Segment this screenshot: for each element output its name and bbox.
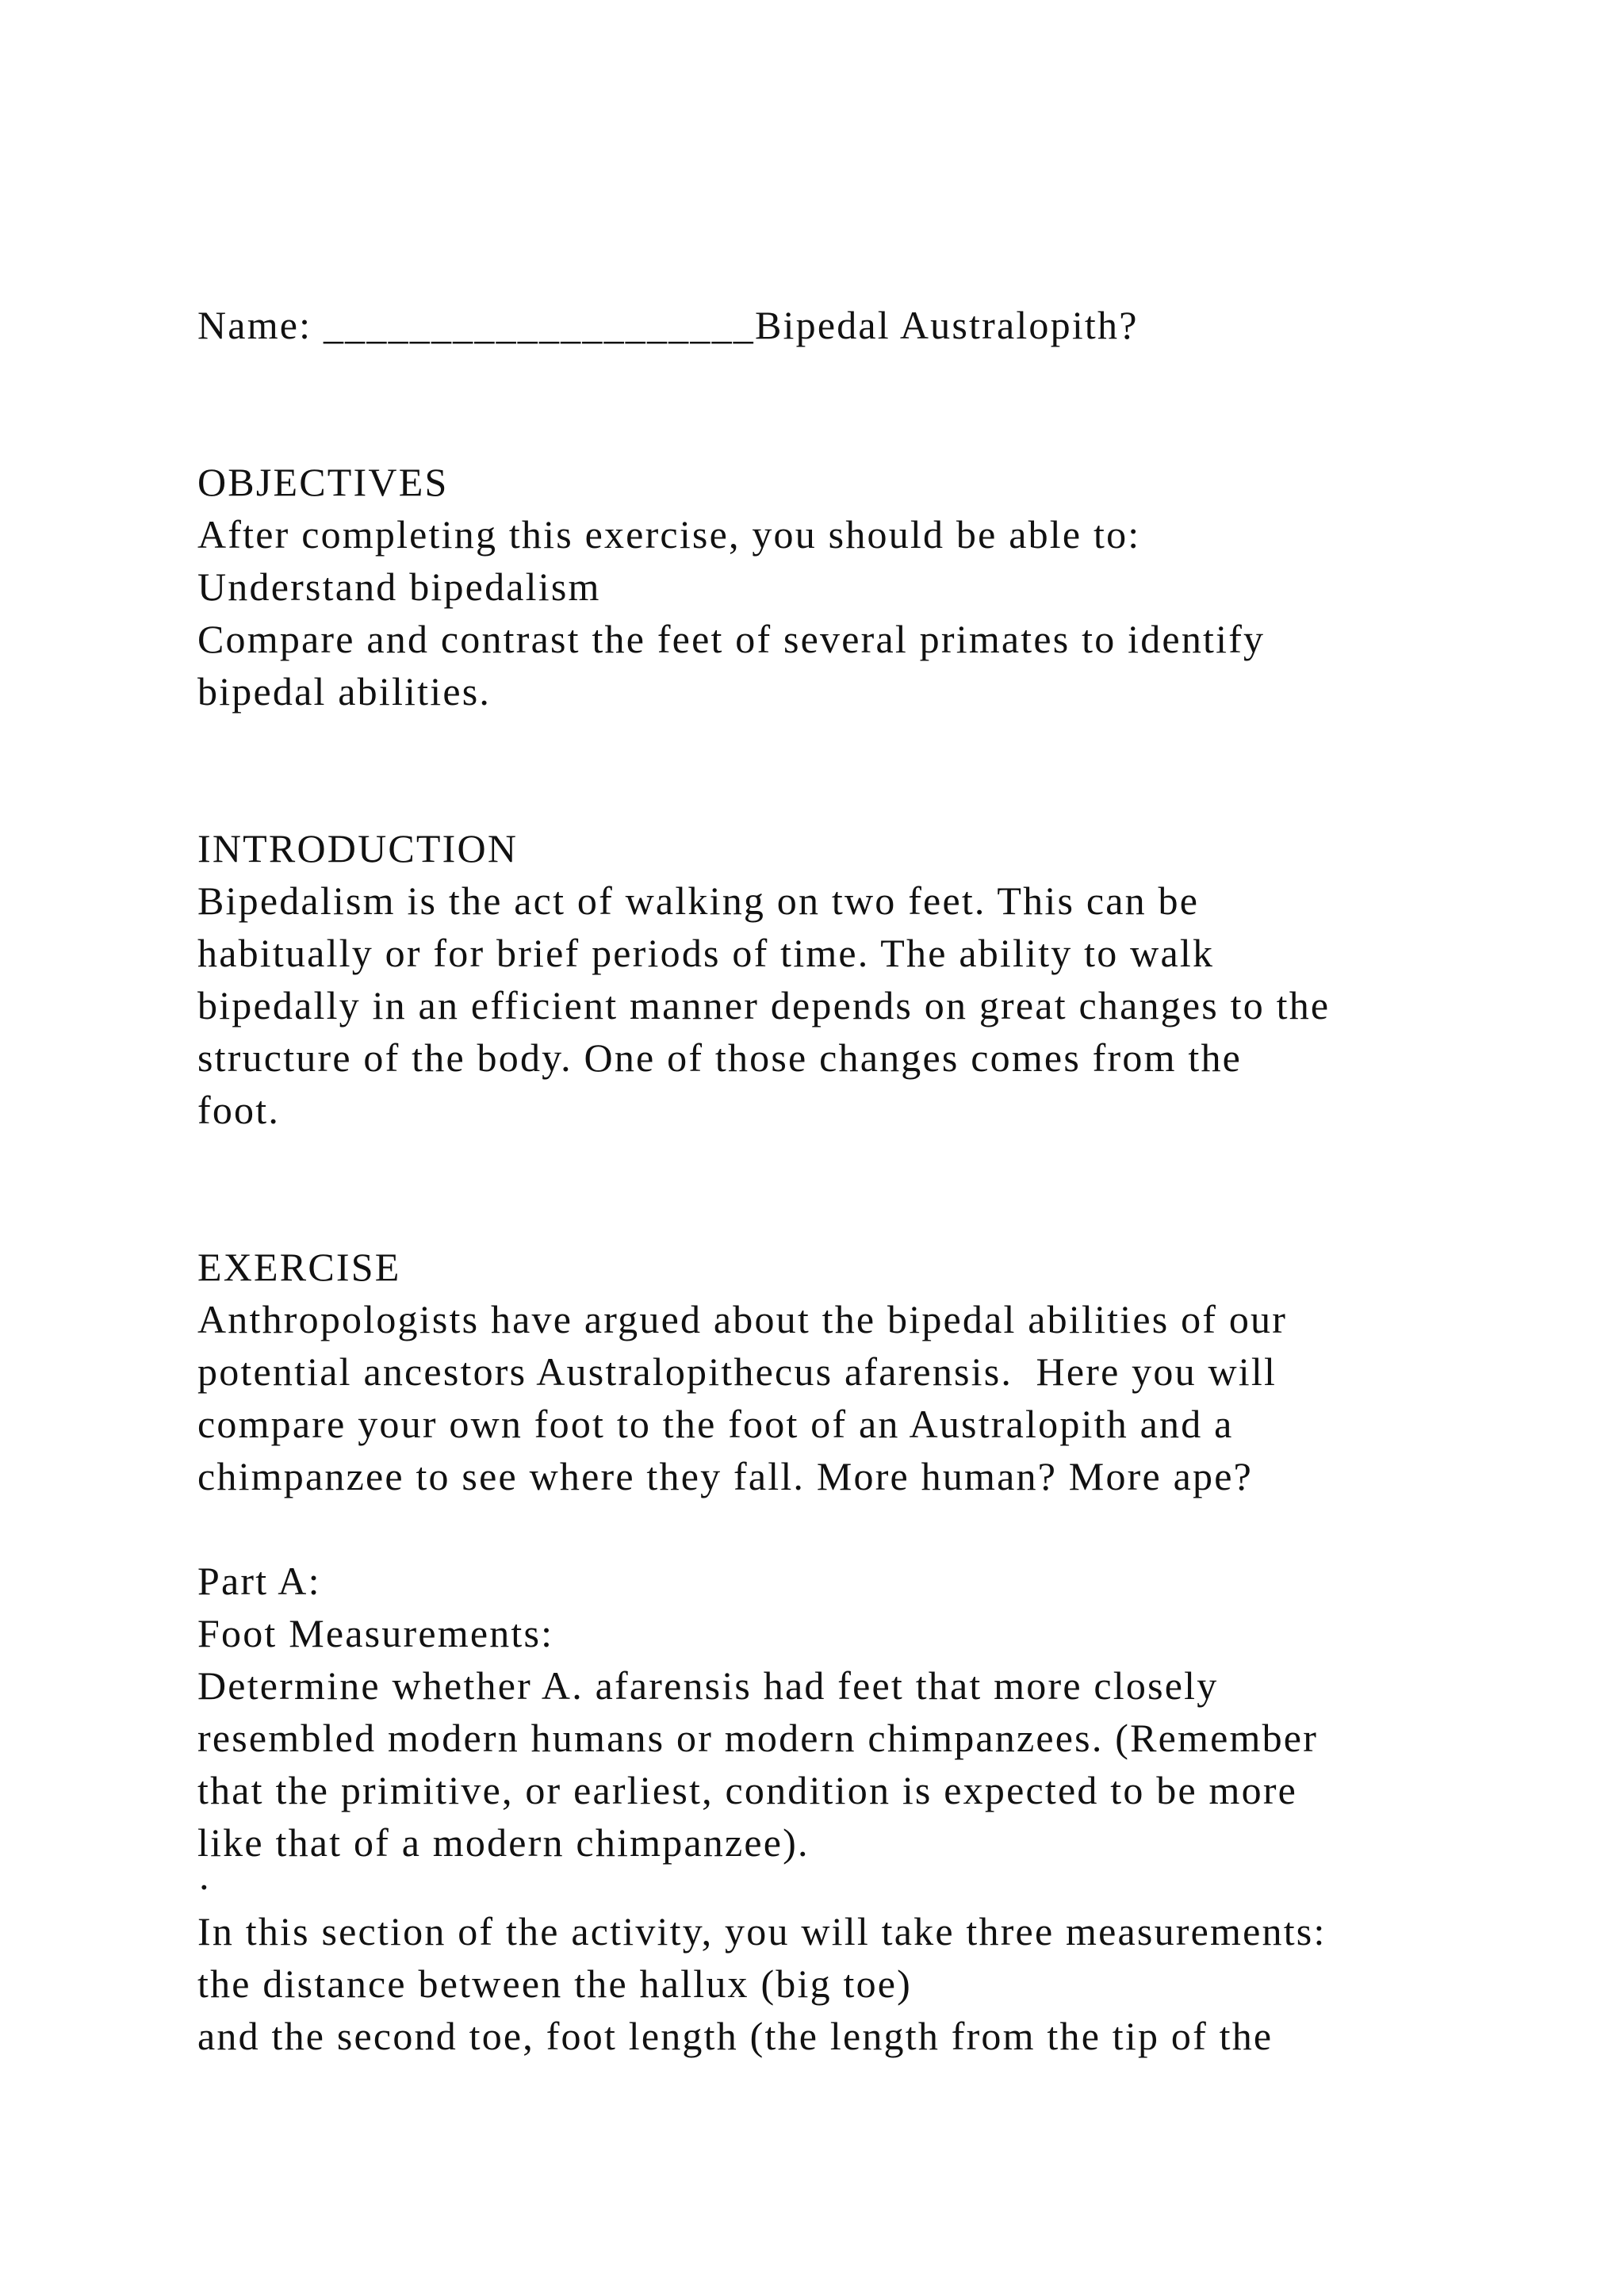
spacer [197,1136,1561,1241]
introduction-line: bipedally in an efficient manner depends on great changes to the [197,983,1331,1027]
introduction-line: structure of the body. One of those changes comes from the [197,1035,1243,1080]
exercise-line: compare your own foot to the foot of an Australopith and a [197,1402,1234,1446]
objective-item: Compare and contrast the feet of several primates to identify [197,617,1266,661]
objectives-intro: After completing this exercise, you should be able to: [197,512,1141,557]
objective-item: Understand bipedalism [197,564,601,609]
objective-item: bipedal abilities. [197,669,492,714]
objectives-heading: OBJECTIVES [197,460,449,504]
part-a-heading: Part A: [197,1559,321,1603]
exercise-heading: EXERCISE [197,1245,401,1289]
name-title-line: Name: ____________________Bipedal Australopith? [197,303,1139,347]
spacer [197,351,1561,456]
introduction-line: Bipedalism is the act of walking on two feet. This can be [197,878,1200,923]
spacer [197,1502,1561,1555]
part-a-line: resembled modern humans or modern chimpanzees. (Remember [197,1716,1319,1760]
part-a-subheading: Foot Measurements: [197,1611,554,1655]
part-a-line: that the primitive, or earliest, condition is expected to be more [197,1768,1298,1812]
introduction-line: habitually or for brief periods of time. The ability to walk [197,931,1215,975]
introduction-heading: INTRODUCTION [197,826,519,871]
exercise-line: chimpanzee to see where they fall. More human? More ape? [197,1454,1253,1498]
bullet-marker: · [197,1865,213,1909]
part-a-line: like that of a modern chimpanzee). [197,1820,810,1865]
exercise-line: Anthropologists have argued about the bipedal abilities of our [197,1297,1288,1341]
document-body [197,299,1561,2062]
introduction-line: foot. [197,1088,281,1132]
spacer [197,718,1561,822]
exercise-line: potential ancestors Australopithecus afarensis. Here you will [197,1349,1277,1394]
measurement-line: and the second toe, foot length (the length from the tip of the [197,2014,1274,2058]
measurement-line: In this section of the activity, you will take three measurements: [197,1909,1327,1954]
part-a-line: Determine whether A. afarensis had feet that more closely [197,1663,1219,1708]
measurement-line: the distance between the hallux (big toe) [197,1961,913,2006]
